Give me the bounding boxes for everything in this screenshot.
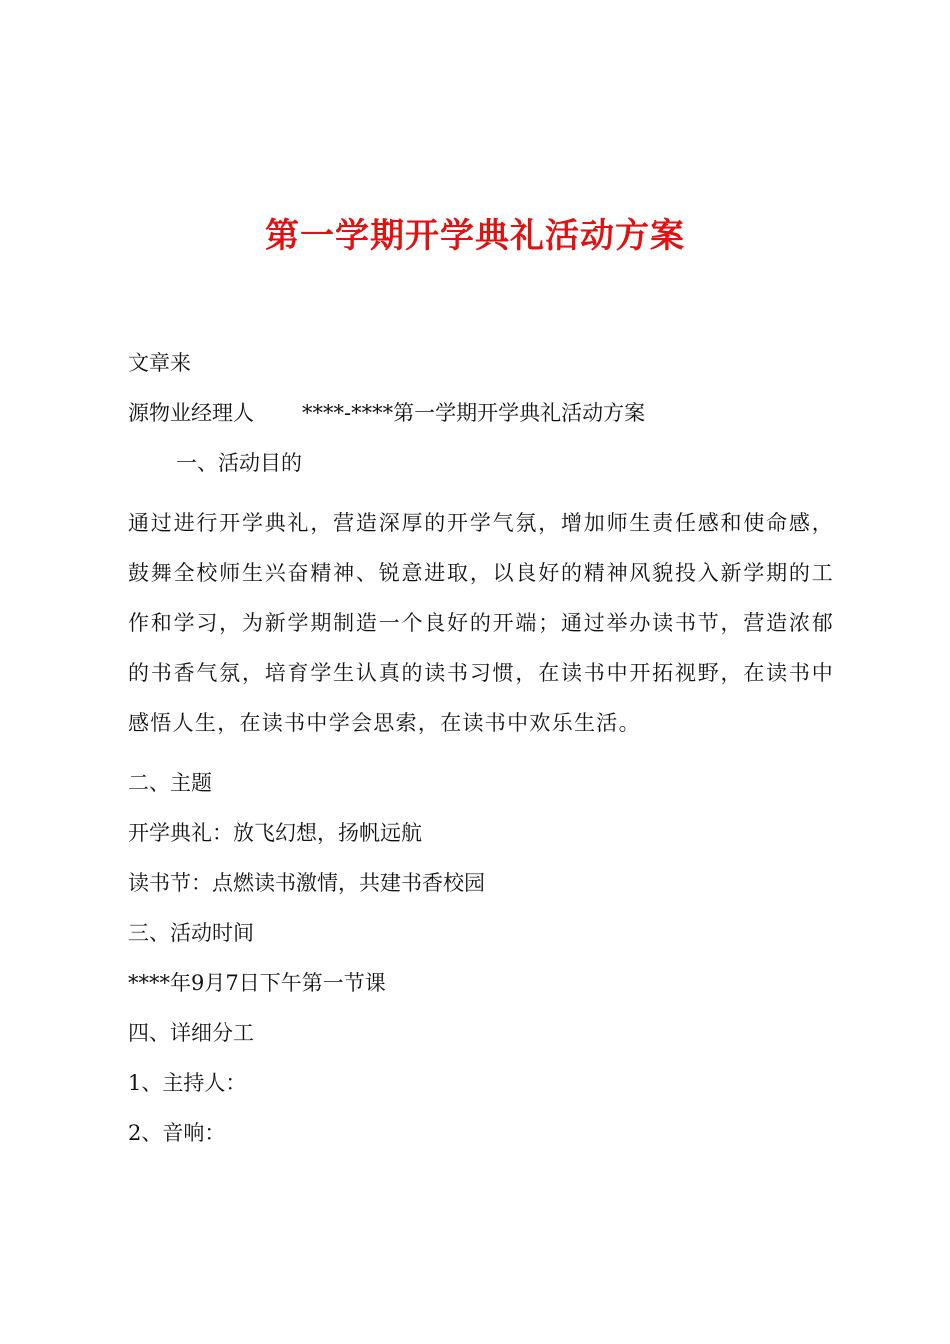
theme-opening: 开学典礼：放飞幻想，扬帆远航 [128,821,422,845]
document-title: 第一学期开学典礼活动方案 [265,216,685,256]
theme-reading: 读书节：点燃读书激情，共建书香校园 [128,871,485,895]
section1-paragraph: 通过进行开学典礼，营造深厚的开学气氛，增加师生责任感和使命感，鼓舞全校师生兴奋精神、锐意进取，以良好的精神风貌投入新学期的工作和学习，为新学期制造一个良好的开端；通过举办读书节，营造浓郁的书香气氛，培育学生认真的读书习惯，在读书中开拓视野，在读书中感悟人生，在读书中学会思索，在读书中欢乐生活。 [128,511,834,735]
section3-heading: 三、活动时间 [128,921,254,945]
source-name: 源物业经理人 [128,401,254,425]
source-subtitle: ****-****第一学期开学典礼活动方案 [302,401,646,425]
source-line [128,398,834,428]
activity-time: ****年9月7日下午第一节课 [128,971,386,995]
list-item-2: 2、音响： [128,1121,226,1145]
section2-heading: 二、主题 [128,771,212,795]
source-label: 文章来 [128,351,191,375]
list-item-1: 1、主持人： [128,1071,247,1095]
section1-heading: 一、活动目的 [176,451,302,475]
document-body [128,348,834,1148]
section4-heading: 四、详细分工 [128,1021,254,1045]
